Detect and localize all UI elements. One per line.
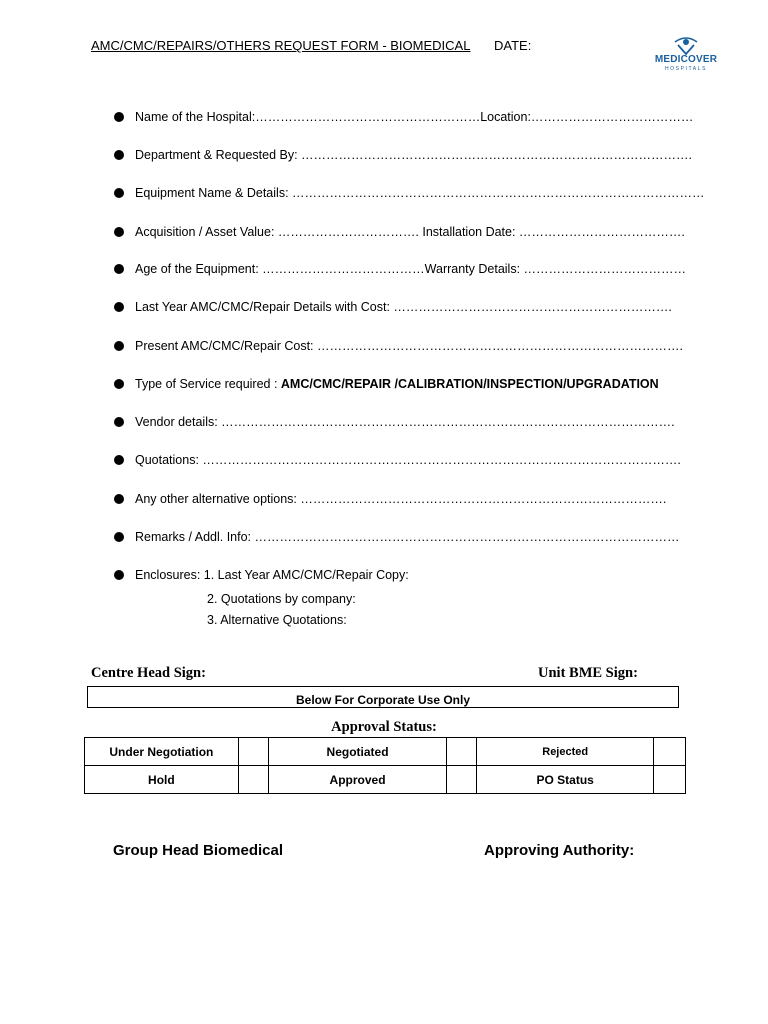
- field-label: Equipment Name & Details: ………………………………………………………………………………………: [135, 186, 705, 200]
- date-label: DATE:: [494, 38, 532, 53]
- field-last-year-details[interactable]: [114, 300, 694, 322]
- bullet-icon: [114, 341, 124, 351]
- bullet-icon: [114, 379, 124, 389]
- table-row: [85, 738, 686, 766]
- field-label: Vendor details: ……………………………………………………………………………………………….: [135, 415, 675, 429]
- field-label: [135, 377, 659, 391]
- status-checkbox[interactable]: [447, 738, 477, 766]
- approval-status-title: Approval Status:: [331, 719, 437, 735]
- status-label: Hold: [85, 766, 239, 794]
- approving-authority: Approving Authority:: [484, 842, 635, 859]
- form-title: AMC/CMC/REPAIRS/OTHERS REQUEST FORM - BIOMEDICAL: [91, 38, 471, 53]
- bullet-icon: [114, 264, 124, 274]
- bullet-icon: [114, 112, 124, 122]
- field-label: Present AMC/CMC/Repair Cost: …………………………………………………………………………….: [135, 339, 683, 353]
- status-label: PO Status: [477, 766, 654, 794]
- field-service-type[interactable]: [114, 377, 694, 399]
- logo-text: MEDICOVER: [654, 54, 718, 65]
- bullet-icon: [114, 302, 124, 312]
- medicover-logo-icon: [651, 36, 721, 56]
- field-hospital-name[interactable]: [114, 110, 694, 132]
- enclosure-line-2: 2. Quotations by company:: [207, 592, 356, 606]
- bullet-icon: [114, 150, 124, 160]
- field-enclosures[interactable]: [114, 568, 694, 590]
- service-options: AMC/CMC/REPAIR /CALIBRATION/INSPECTION/UPGRADATION: [280, 377, 659, 391]
- unit-bme-sign: Unit BME Sign:: [538, 665, 638, 681]
- bullet-icon: [114, 188, 124, 198]
- bullet-icon: [114, 494, 124, 504]
- status-checkbox[interactable]: [238, 738, 268, 766]
- bullet-icon: [114, 227, 124, 237]
- bullet-icon: [114, 570, 124, 580]
- field-label-prefix: Type of Service required :: [135, 377, 281, 391]
- enclosure-line-1: Enclosures: 1. Last Year AMC/CMC/Repair Copy:: [135, 568, 409, 582]
- field-remarks[interactable]: [114, 530, 694, 552]
- hospital-logo: [651, 36, 727, 76]
- field-equipment-age[interactable]: [114, 262, 694, 284]
- corporate-use-box: Below For Corporate Use Only: [87, 686, 679, 708]
- status-checkbox[interactable]: [654, 766, 686, 794]
- status-checkbox[interactable]: [654, 738, 686, 766]
- table-row: [85, 766, 686, 794]
- field-label: Age of the Equipment: …………………………………Warranty Details: …………………………………: [135, 262, 687, 276]
- centre-head-sign: Centre Head Sign:: [91, 665, 206, 681]
- bullet-icon: [114, 455, 124, 465]
- field-equipment[interactable]: [114, 186, 705, 208]
- field-label: Any other alternative options: …………………………………………………………………………….: [135, 492, 667, 506]
- status-checkbox[interactable]: [238, 766, 268, 794]
- field-alternatives[interactable]: [114, 492, 694, 514]
- field-label: Acquisition / Asset Value: ……………………………. Installation Date: ………………………………….: [135, 225, 685, 239]
- enclosure-line-3: 3. Alternative Quotations:: [207, 613, 347, 627]
- group-head-biomedical: Group Head Biomedical: [113, 842, 284, 859]
- field-label: Remarks / Addl. Info: …………………………………………………………………………………………: [135, 530, 680, 544]
- bullet-icon: [114, 532, 124, 542]
- field-vendor[interactable]: [114, 415, 694, 437]
- field-label: Department & Requested By: ………………………………………………………………………………….: [135, 148, 693, 162]
- logo-subtext: HOSPITALS: [664, 66, 708, 72]
- field-label: Name of the Hospital:………………………………………………Location:…………………………………: [135, 110, 694, 124]
- status-label: Approved: [268, 766, 447, 794]
- status-checkbox[interactable]: [447, 766, 477, 794]
- status-label: Negotiated: [268, 738, 447, 766]
- field-label: Quotations: …………………………………………………………………………………………………….: [135, 453, 681, 467]
- bullet-icon: [114, 417, 124, 427]
- field-asset-value[interactable]: [114, 225, 694, 247]
- field-present-cost[interactable]: [114, 339, 694, 361]
- field-quotations[interactable]: [114, 453, 694, 475]
- approval-status-table: [84, 737, 686, 794]
- field-department[interactable]: [114, 148, 694, 170]
- status-label: Under Negotiation: [85, 738, 239, 766]
- field-label: Last Year AMC/CMC/Repair Details with Cost: ………………………………………………………….: [135, 300, 672, 314]
- status-label: Rejected: [477, 738, 654, 766]
